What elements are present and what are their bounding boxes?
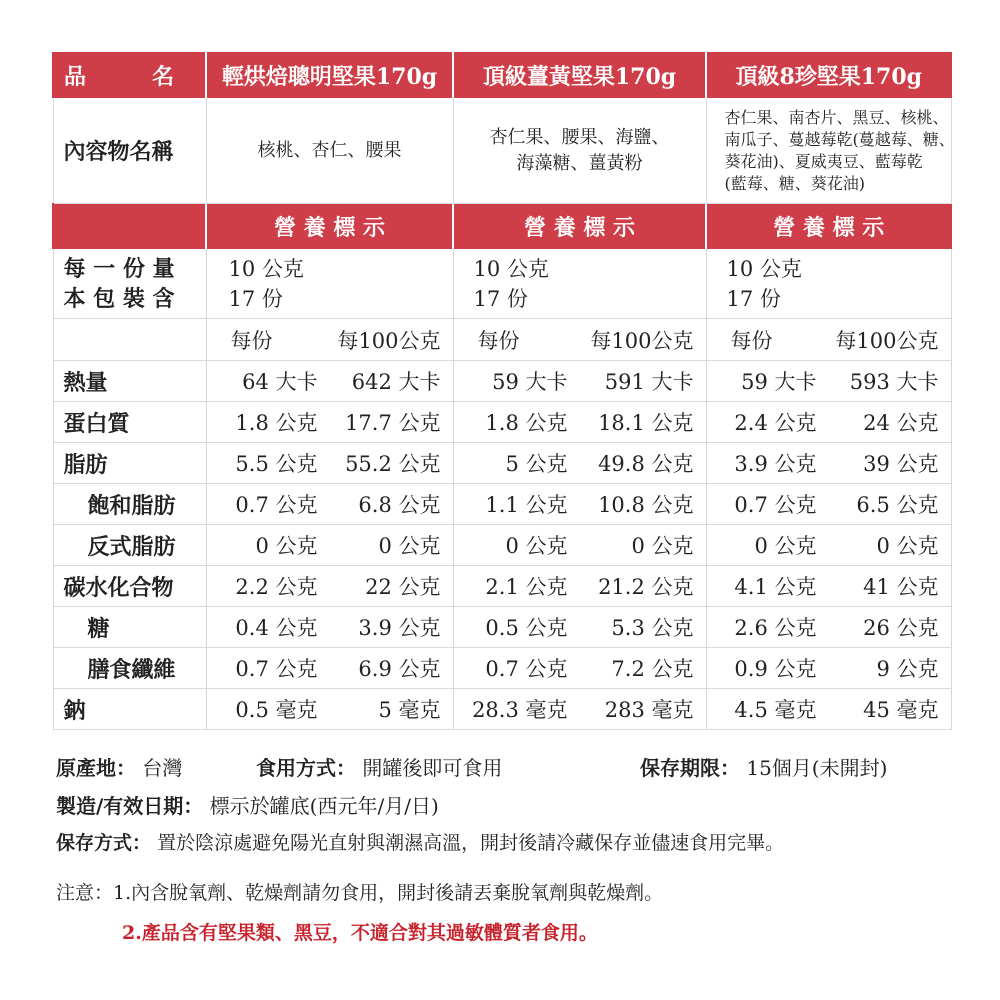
nutrient-name: 碳水化合物 bbox=[53, 566, 206, 607]
per-serving-value: 28.3 毫克 bbox=[472, 698, 568, 722]
nutrient-name: 脂肪 bbox=[53, 443, 206, 484]
ingredients-line: 核桃、杏仁、腰果 bbox=[257, 139, 402, 161]
per-100g-value: 49.8 公克 bbox=[598, 452, 694, 476]
nutrient-values bbox=[453, 484, 706, 525]
per-100g-value: 41 公克 bbox=[863, 575, 939, 599]
per-100g-value: 17.7 公克 bbox=[345, 411, 441, 435]
nutrient-values bbox=[706, 689, 951, 730]
per-serving-value: 2.1 公克 bbox=[485, 575, 568, 599]
per-serving-value: 0.7 公克 bbox=[485, 657, 568, 681]
nutrient-values bbox=[453, 443, 706, 484]
per-100g-value: 22 公克 bbox=[365, 575, 441, 599]
shelf-life-label: 保存期限： bbox=[640, 756, 740, 780]
per-100g-value: 0 公克 bbox=[378, 534, 441, 558]
serving-size-label: 每 一 份 量 bbox=[63, 255, 175, 282]
allergy-warning: 2.產品含有堅果類、黑豆，不適合對其過敏體質者食用。 bbox=[122, 922, 598, 944]
nutrition-heading: 營 養 標 示 bbox=[706, 204, 951, 249]
nutrient-values bbox=[706, 607, 951, 648]
nutrient-values bbox=[206, 566, 453, 607]
per-serving-value: 0 公克 bbox=[255, 534, 318, 558]
per-100g-value: 593 大卡 bbox=[849, 370, 939, 394]
nutrient-values bbox=[706, 402, 951, 443]
nutrient-row bbox=[53, 607, 951, 648]
per-100g-value: 5.3 公克 bbox=[611, 616, 694, 640]
ingredients-cell bbox=[453, 98, 706, 204]
origin-line bbox=[56, 752, 946, 781]
storage-value: 置於陰涼處避免陽光直射與潮濕高溫，開封後請冷藏保存並儘速食用完畢。 bbox=[157, 832, 785, 854]
ingredients-line: 葵花油)、夏威夷豆、藍莓乾 bbox=[724, 151, 923, 171]
per-100g-value: 283 毫克 bbox=[604, 698, 694, 722]
per-serving-heading: 每份 bbox=[230, 328, 273, 353]
serving-cell bbox=[206, 249, 453, 319]
nutrient-row bbox=[53, 402, 951, 443]
per-serving-value: 0.5 公克 bbox=[485, 616, 568, 640]
nutrient-values bbox=[706, 525, 951, 566]
nutrient-values bbox=[706, 484, 951, 525]
ingredients-line: 海藻糖、薑黃粉 bbox=[516, 152, 643, 174]
nutrient-values bbox=[453, 361, 706, 402]
nutrient-values bbox=[706, 443, 951, 484]
nutrient-row bbox=[53, 648, 951, 689]
per-serving-value: 0 公克 bbox=[754, 534, 817, 558]
nutrient-values bbox=[706, 566, 951, 607]
per-serving-value: 1.1 公克 bbox=[485, 493, 568, 517]
date-line bbox=[56, 790, 439, 819]
serving-size: 10 公克 bbox=[228, 256, 304, 281]
nutrient-name: 鈉 bbox=[53, 689, 206, 730]
nutrient-name: 糖 bbox=[53, 607, 206, 648]
per-serving-value: 5 公克 bbox=[505, 452, 568, 476]
per-serving-value: 59 大卡 bbox=[492, 370, 568, 394]
per-100g-value: 0 公克 bbox=[876, 534, 939, 558]
per-serving-value: 0 公克 bbox=[505, 534, 568, 558]
per-100g-heading: 每100公克 bbox=[590, 328, 694, 353]
shelf-life-value: 15個月(未開封) bbox=[746, 756, 888, 780]
nutrient-name: 飽和脂肪 bbox=[53, 484, 206, 525]
per-header-cell bbox=[206, 319, 453, 361]
per-serving-value: 3.9 公克 bbox=[734, 452, 817, 476]
nutrient-values bbox=[206, 361, 453, 402]
per-100g-value: 5 毫克 bbox=[378, 698, 441, 722]
blank-cell bbox=[53, 319, 206, 361]
nutrition-table bbox=[52, 52, 955, 730]
per-serving-value: 64 大卡 bbox=[242, 370, 318, 394]
per-100g-value: 3.9 公克 bbox=[358, 616, 441, 640]
serving-row bbox=[53, 249, 951, 319]
per-serving-value: 0.4 公克 bbox=[235, 616, 318, 640]
origin-value: 台灣 bbox=[142, 756, 183, 780]
servings-count: 17 份 bbox=[473, 286, 528, 311]
product-name-label: 品 名 bbox=[53, 53, 206, 98]
nutrient-values bbox=[206, 689, 453, 730]
nutrient-values bbox=[206, 443, 453, 484]
ingredients-line: 南瓜子、蔓越莓乾(蔓越莓、糖、 bbox=[724, 129, 955, 149]
ingredients-row bbox=[53, 98, 951, 204]
per-100g-value: 39 公克 bbox=[863, 452, 939, 476]
nutrient-name: 膳食纖維 bbox=[53, 648, 206, 689]
nutrient-values bbox=[453, 689, 706, 730]
nutrient-name: 蛋白質 bbox=[53, 402, 206, 443]
ingredients-cell bbox=[206, 98, 453, 204]
servings-count: 17 份 bbox=[228, 286, 283, 311]
origin-label: 原產地： bbox=[56, 756, 136, 780]
per-100g-value: 18.1 公克 bbox=[598, 411, 694, 435]
per-serving-value: 2.2 公克 bbox=[235, 575, 318, 599]
nutrient-row bbox=[53, 443, 951, 484]
per-serving-value: 0.9 公克 bbox=[734, 657, 817, 681]
per-serving-heading: 每份 bbox=[730, 328, 773, 353]
nutrient-values bbox=[453, 525, 706, 566]
per-serving-value: 0.7 公克 bbox=[235, 493, 318, 517]
per-100g-value: 21.2 公克 bbox=[598, 575, 694, 599]
date-value: 標示於罐底(西元年/月/日) bbox=[209, 794, 439, 818]
nutrient-row bbox=[53, 566, 951, 607]
per-header-cell bbox=[453, 319, 706, 361]
date-label: 製造/有效日期： bbox=[56, 794, 204, 818]
nutrient-values bbox=[206, 607, 453, 648]
nutrition-heading: 營 養 標 示 bbox=[453, 204, 706, 249]
per-serving-value: 1.8 公克 bbox=[485, 411, 568, 435]
nutrition-header-row bbox=[53, 204, 951, 249]
product-name: 頂級薑黃堅果170g bbox=[453, 53, 706, 98]
nutrient-row bbox=[53, 689, 951, 730]
per-serving-value: 0.7 公克 bbox=[734, 493, 817, 517]
per-serving-value: 1.8 公克 bbox=[235, 411, 318, 435]
product-name: 頂級8珍堅果170g bbox=[706, 53, 951, 98]
per-100g-value: 6.5 公克 bbox=[856, 493, 939, 517]
nutrient-row bbox=[53, 361, 951, 402]
per-100g-value: 24 公克 bbox=[863, 411, 939, 435]
nutrient-values bbox=[206, 402, 453, 443]
nutrition-heading: 營 養 標 示 bbox=[206, 204, 453, 249]
per-serving-value: 0.5 毫克 bbox=[235, 698, 318, 722]
blank-cell bbox=[53, 204, 206, 249]
per-100g-value: 55.2 公克 bbox=[345, 452, 441, 476]
per-100g-value: 6.8 公克 bbox=[358, 493, 441, 517]
serving-size: 10 公克 bbox=[726, 256, 802, 281]
per-header-cell bbox=[706, 319, 951, 361]
nutrient-values bbox=[206, 525, 453, 566]
nutrient-row bbox=[53, 525, 951, 566]
per-serving-value: 2.6 公克 bbox=[734, 616, 817, 640]
nutrient-values bbox=[206, 484, 453, 525]
per-header-row bbox=[53, 319, 951, 361]
per-100g-value: 642 大卡 bbox=[351, 370, 441, 394]
per-serving-value: 59 大卡 bbox=[741, 370, 817, 394]
nutrient-values bbox=[206, 648, 453, 689]
per-serving-value: 5.5 公克 bbox=[235, 452, 318, 476]
serving-cell bbox=[706, 249, 951, 319]
nutrient-values bbox=[706, 648, 951, 689]
nutrient-name: 反式脂肪 bbox=[53, 525, 206, 566]
ingredients-cell bbox=[706, 98, 955, 204]
ingredients-line: 杏仁果、南杏片、黑豆、核桃、 bbox=[724, 107, 949, 127]
nutrient-row bbox=[53, 484, 951, 525]
note-1: 注意：1.內含脫氧劑、乾燥劑請勿食用，開封後請丟棄脫氧劑與乾燥劑。 bbox=[56, 882, 664, 904]
servings-count: 17 份 bbox=[726, 286, 781, 311]
nutrient-values bbox=[453, 402, 706, 443]
serving-cell bbox=[453, 249, 706, 319]
nutrient-values bbox=[453, 607, 706, 648]
product-name: 輕烘焙聰明堅果170g bbox=[206, 53, 453, 98]
per-serving-value: 4.5 毫克 bbox=[734, 698, 817, 722]
serving-label bbox=[53, 249, 206, 319]
per-100g-value: 10.8 公克 bbox=[598, 493, 694, 517]
storage-label: 保存方式： bbox=[56, 832, 152, 854]
per-serving-value: 0.7 公克 bbox=[235, 657, 318, 681]
servings-count-label: 本 包 裝 含 bbox=[63, 285, 175, 312]
nutrient-values bbox=[453, 566, 706, 607]
usage-value: 開罐後即可食用 bbox=[362, 756, 503, 780]
per-100g-value: 7.2 公克 bbox=[611, 657, 694, 681]
per-100g-value: 45 毫克 bbox=[863, 698, 939, 722]
per-serving-value: 2.4 公克 bbox=[734, 411, 817, 435]
per-100g-heading: 每100公克 bbox=[337, 328, 441, 353]
per-100g-value: 9 公克 bbox=[876, 657, 939, 681]
per-100g-value: 591 大卡 bbox=[604, 370, 694, 394]
ingredients-line: (藍莓、糖、葵花油) bbox=[724, 173, 865, 193]
product-header-row bbox=[53, 53, 951, 98]
per-100g-value: 26 公克 bbox=[863, 616, 939, 640]
storage-line bbox=[56, 828, 784, 855]
per-100g-value: 0 公克 bbox=[631, 534, 694, 558]
usage-label: 食用方式： bbox=[256, 756, 356, 780]
ingredients-label: 內容物名稱 bbox=[53, 98, 206, 204]
per-100g-value: 6.9 公克 bbox=[358, 657, 441, 681]
nutrient-values bbox=[706, 361, 951, 402]
serving-size: 10 公克 bbox=[473, 256, 549, 281]
per-100g-heading: 每100公克 bbox=[835, 328, 939, 353]
per-serving-heading: 每份 bbox=[477, 328, 520, 353]
ingredients-line: 杏仁果、腰果、海鹽、 bbox=[489, 126, 670, 148]
per-serving-value: 4.1 公克 bbox=[734, 575, 817, 599]
nutrient-name: 熱量 bbox=[53, 361, 206, 402]
nutrient-values bbox=[453, 648, 706, 689]
